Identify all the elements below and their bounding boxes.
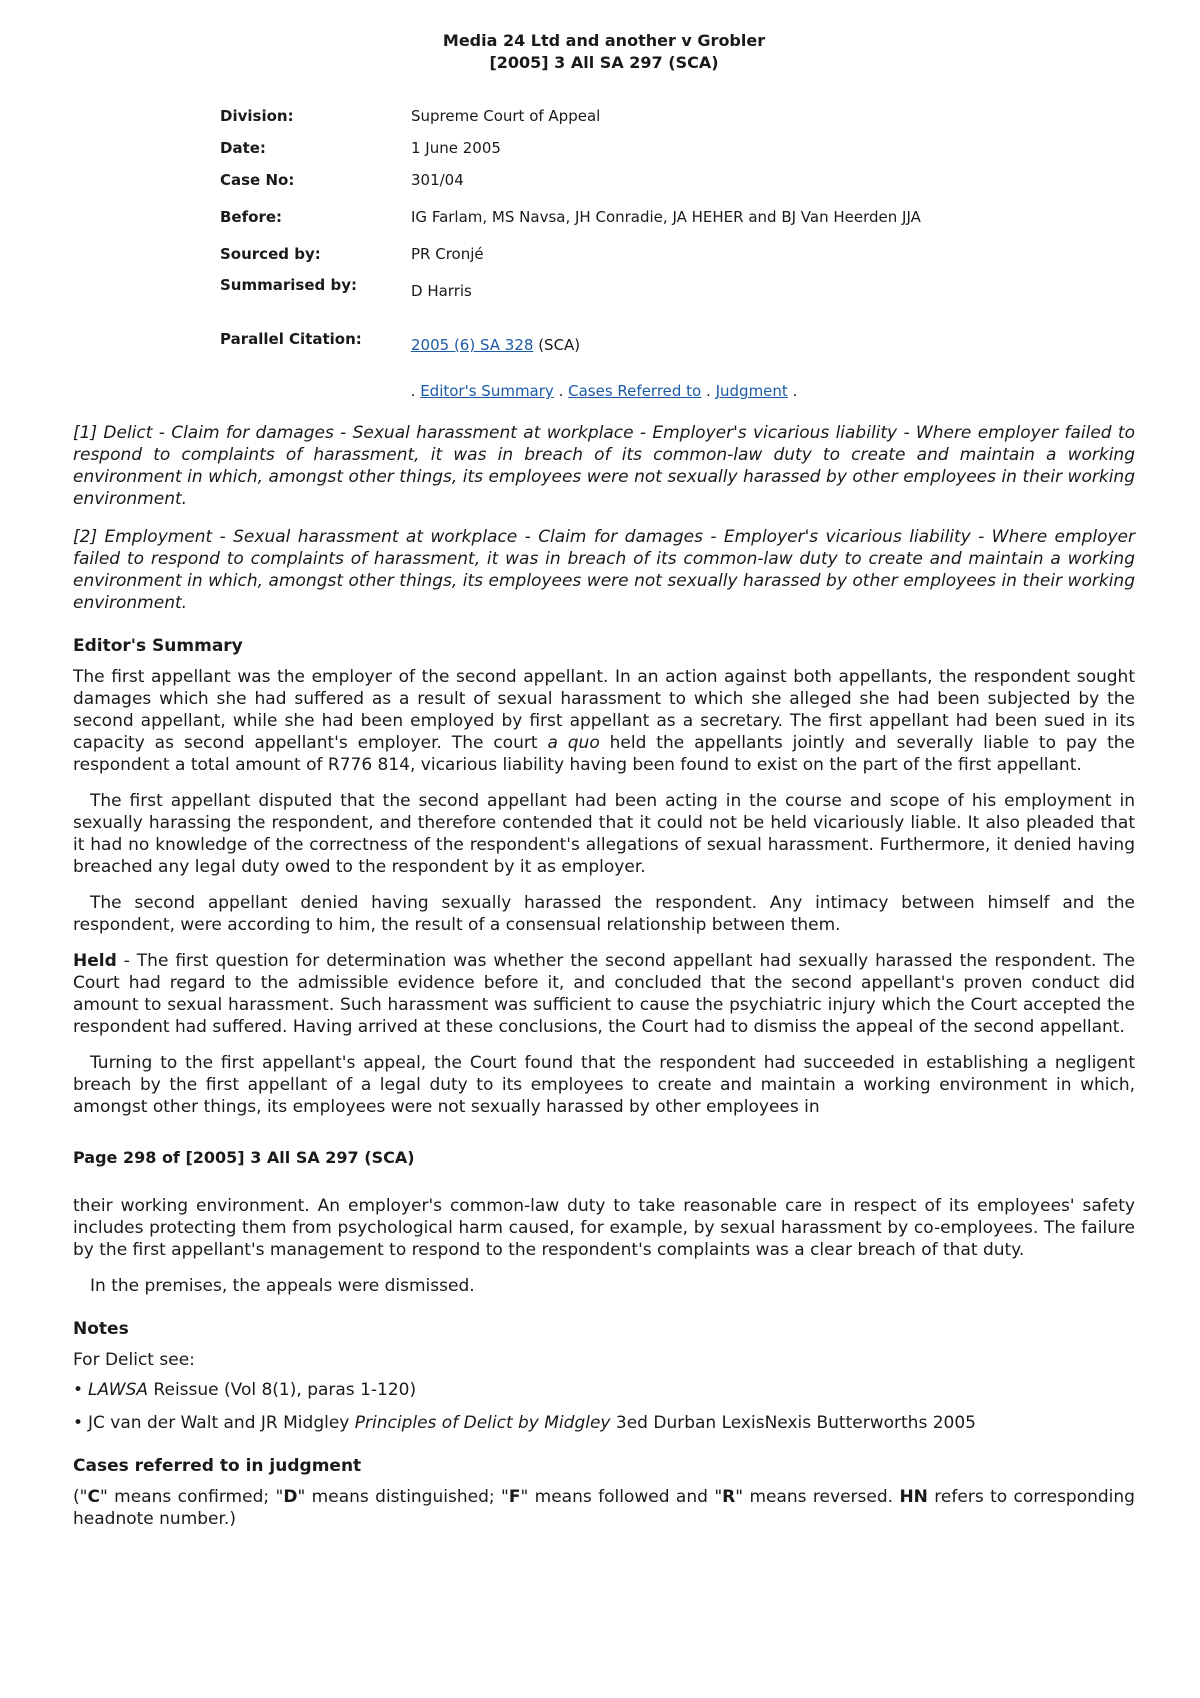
summary-paragraph-2: The first appellant disputed that the second appellant had been acting in the course and scope of his employment in sexually harassing the respondent, and therefore contended that it could not be held vicariously liable. It also pleaded that it had no knowledge of the correctness of the respondent's allegations of sexual harassment. Furthermore, it denied having breached any legal duty owed to the respondent by it as employer.	[73, 791, 1135, 877]
notes-text: JC van der Walt and JR Midgley	[88, 1413, 355, 1433]
notes-text: 3ed Durban LexisNexis Butterworths 2005	[610, 1413, 976, 1433]
headnote-1: [1] Delict - Claim for damages - Sexual harassment at workplace - Employer's vicarious liability - Where employer failed to respond to complaints of harassment, it was in breach of its common-law duty to create and maintain a working environment in which, amongst other things, its employees were not sexually harassed by other employees in their working environment.	[73, 423, 1135, 509]
held-paragraph	[73, 950, 1135, 1038]
summary-text: The first appellant was the employer of the second appellant. In an action against both appellants, the respondent sought damages which she had suffered as a result of sexual harassment to which she alleged she had been subjected by the second appellant, while she had been employed by first appellant as a secretary. The first appellant had been sued in its capacity as second appellant's employer. The court	[73, 667, 1135, 753]
summary-paragraph-3: The second appellant denied having sexually harassed the respondent. Any intimacy between himself and the respondent, were according to him, the result of a consensual relationship between them.	[73, 893, 1135, 935]
division-value: Supreme Court of Appeal	[411, 107, 601, 125]
sourced-by-label: Sourced by:	[220, 245, 321, 263]
list-item	[73, 1379, 1135, 1401]
parallel-citation-label: Parallel Citation:	[220, 330, 362, 348]
nav-sep: .	[792, 382, 798, 400]
headnote-2: [2] Employment - Sexual harassment at workplace - Claim for damages - Employer's vicarious liability - Where employer failed to respond to complaints of harassment, it was in breach of its common-law duty to create and maintain a working environment in which, amongst other things, its employees were not sexually harassed by other employees in their working environment.	[73, 527, 1135, 613]
case-title: Media 24 Ltd and another v Grobler	[442, 31, 766, 50]
continued-paragraph-1: their working environment. An employer's common-law duty to take reasonable care in respect of its employees' safety includes protecting them from psychological harm caused, for example, by sexual harassment by co-employees. The failure by the first appellant's management to respond to the respondent's complaints was a clear breach of that duty.	[73, 1196, 1135, 1260]
before-label: Before:	[220, 208, 283, 226]
summary-italic: a quo	[547, 733, 600, 753]
notes-italic: LAWSA	[88, 1380, 149, 1400]
case-metadata-table	[220, 100, 941, 378]
date-value: 1 June 2005	[411, 139, 501, 157]
cases-legend: ("C" means confirmed; "D" means distinguished; "F" means followed and "R" means reversed. HN refers to corresponding headnote number.)	[73, 1487, 1135, 1529]
continued-paragraph-2: In the premises, the appeals were dismissed.	[90, 1276, 475, 1296]
summary-text: held the appellants jointly and severally liable to pay the respondent a total amount of R776 814, vicarious liability having been found to exist on the part of the first appellant.	[73, 733, 1135, 775]
case-no-label: Case No:	[220, 171, 295, 189]
editors-summary-link[interactable]: Editor's Summary	[420, 382, 554, 400]
notes-text: Reissue (Vol 8(1), paras 1-120)	[148, 1380, 417, 1400]
notes-intro: For Delict see:	[73, 1350, 195, 1370]
case-no-value: 301/04	[411, 171, 464, 189]
cases-referred-link[interactable]: Cases Referred to	[568, 382, 702, 400]
nav-sep: .	[558, 382, 564, 400]
summary-paragraph-1	[73, 666, 1135, 776]
judgment-link[interactable]: Judgment	[715, 382, 788, 400]
division-label: Division:	[220, 107, 294, 125]
parallel-citation-value	[411, 324, 941, 378]
parallel-citation-suffix: (SCA)	[533, 336, 581, 354]
notes-heading: Notes	[73, 1319, 129, 1339]
case-title-block	[73, 30, 1135, 74]
date-label: Date:	[220, 139, 266, 157]
nav-sep: .	[410, 382, 416, 400]
case-citation: [2005] 3 All SA 297 (SCA)	[489, 53, 719, 72]
section-nav	[73, 382, 1135, 400]
held-label: Held	[73, 951, 117, 971]
before-value: IG Farlam, MS Navsa, JH Conradie, JA HEHER and BJ Van Heerden JJA	[411, 208, 921, 226]
editors-summary-heading: Editor's Summary	[73, 636, 243, 656]
notes-list	[73, 1379, 1135, 1434]
parallel-citation-link[interactable]: 2005 (6) SA 328	[411, 336, 534, 354]
notes-italic: Principles of Delict by Midgley	[354, 1413, 611, 1433]
page-marker: Page 298 of [2005] 3 All SA 297 (SCA)	[73, 1148, 415, 1167]
summarised-by-label: Summarised by:	[220, 276, 357, 294]
cases-heading: Cases referred to in judgment	[73, 1456, 362, 1476]
nav-sep: .	[706, 382, 711, 400]
sourced-by-value: PR Cronjé	[411, 245, 484, 263]
document-page	[73, 0, 1135, 1530]
list-item	[73, 1412, 1135, 1434]
held-text: - The first question for determination was whether the second appellant had sexually harassed the respondent. The Court had regard to the admissible evidence before it, and concluded that the second appellant's proven conduct did amount to sexual harassment. Such harassment was sufficient to cause the psychiatric injury which the Court accepted the respondent had suffered. Having arrived at these conclusions, the Court had to dismiss the appeal of the second appellant.	[73, 951, 1135, 1037]
summary-paragraph-5: Turning to the first appellant's appeal, the Court found that the respondent had succeeded in establishing a negligent breach by the first appellant of a legal duty to its employees to create and maintain a working environment in which, amongst other things, its employees were not sexually harassed by other employees in	[73, 1053, 1135, 1117]
summarised-by-value: D Harris	[411, 282, 472, 300]
